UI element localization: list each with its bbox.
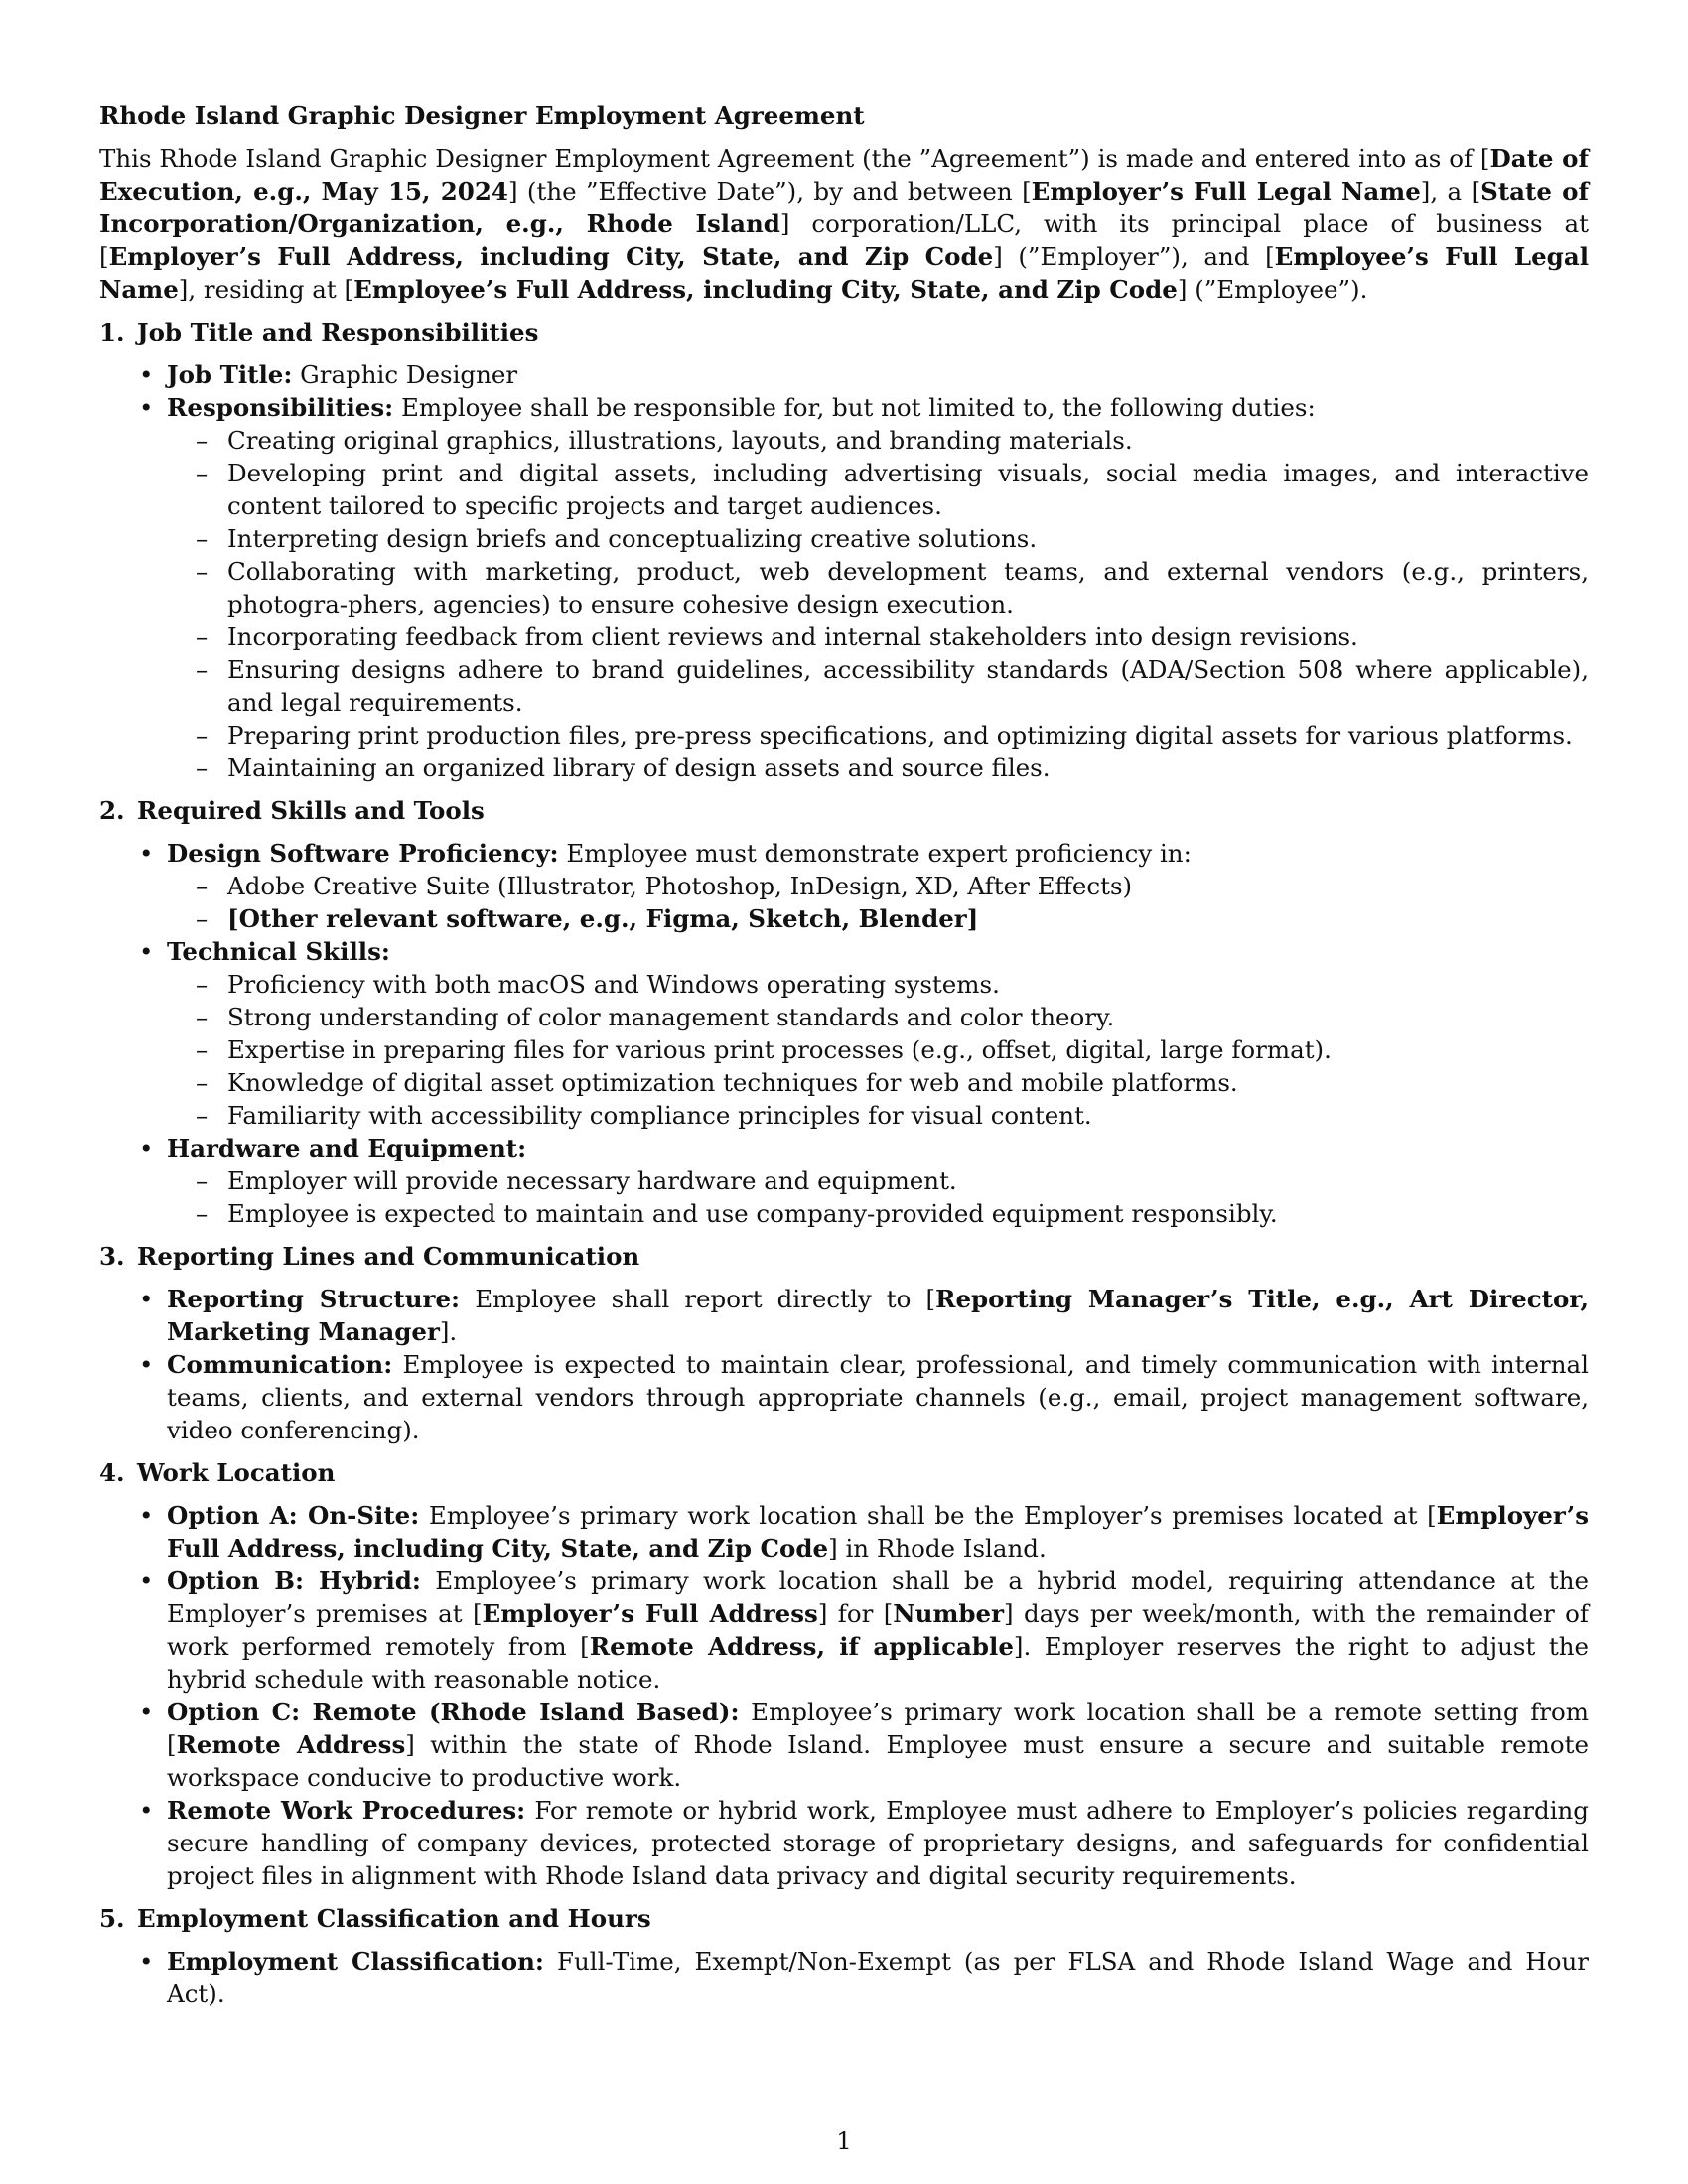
sub-list: [167, 870, 1589, 935]
bold-text: [Other relevant software, e.g., Figma, Sketch, Blender]: [227, 904, 979, 933]
dash-icon: –: [196, 655, 209, 684]
sections-container: [99, 316, 1589, 2010]
dash-icon: –: [196, 1003, 209, 1031]
bullet-icon: •: [139, 1134, 154, 1162]
bullet-list: [99, 358, 1589, 784]
text-run: Employee shall be responsible for, but not limited to, the following duties:: [393, 393, 1316, 422]
list-item: [139, 1499, 1590, 1565]
sub-list-item: [196, 719, 1589, 751]
item-label: Reporting Structure:: [167, 1285, 461, 1313]
document-page: [99, 99, 1589, 2010]
bullet-list: [99, 1283, 1589, 1446]
dash-icon: –: [196, 622, 209, 651]
text-run: Incorporating feedback from client reviews and internal stakeholders into design revisions.: [227, 622, 1358, 651]
bold-text: Remote Address, if applicable: [589, 1632, 1014, 1661]
text-run: ].: [439, 1317, 458, 1346]
bullet-icon: •: [139, 937, 154, 966]
dash-icon: –: [196, 1068, 209, 1097]
section-heading: [99, 794, 1589, 827]
dash-icon: –: [196, 459, 209, 487]
intro-paragraph: [99, 142, 1589, 306]
list-item: [139, 1132, 1589, 1230]
item-label: Remote Work Procedures:: [167, 1796, 526, 1825]
dash-icon: –: [196, 557, 209, 586]
text-run: ], residing at [: [178, 275, 354, 304]
sub-list-item: [196, 1197, 1589, 1230]
section-4: [99, 1456, 1589, 1892]
text-run: Creating original graphics, illustrations, layouts, and branding materials.: [227, 426, 1133, 455]
text-run: Employee shall report directly to [: [460, 1285, 936, 1313]
section-number: 1.: [99, 318, 125, 346]
text-run: For remote or hybrid work, Employee must adhere to Employer’s policies regarding secure handling of company devices, protected storage of proprietary designs, and safeguards for confidential project files in alignment with Rhode Island data privacy and digital security requirements.: [167, 1796, 1589, 1890]
dash-icon: –: [196, 524, 209, 553]
item-label: Job Title:: [167, 360, 293, 389]
bullet-icon: •: [139, 1567, 154, 1595]
list-item: [139, 1696, 1589, 1794]
text-run: Developing print and digital assets, including advertising visuals, social media images, and interactive content tailored to specific projects and target audiences.: [227, 459, 1589, 520]
section-title: Job Title and Responsibilities: [137, 318, 539, 346]
dash-icon: –: [196, 753, 209, 782]
sub-list-item: [196, 424, 1589, 457]
text-run: Knowledge of digital asset optimization techniques for web and mobile platforms.: [227, 1068, 1238, 1097]
sub-list-item: [196, 1164, 1589, 1197]
section-number: 5.: [99, 1904, 125, 1933]
item-label: Design Software Proficiency:: [167, 839, 559, 868]
text-run: Maintaining an organized library of design assets and source files.: [227, 753, 1051, 782]
bold-text: Employer’s Full Legal Name: [1031, 177, 1421, 205]
bullet-list: [99, 837, 1589, 1230]
item-label: Option C: Remote (Rhode Island Based):: [167, 1698, 740, 1726]
sub-list: [167, 424, 1589, 784]
text-run: ] days per week/month, with the remainder of work performed remotely from [: [167, 1599, 1589, 1661]
sub-list-item: [196, 968, 1589, 1001]
text-run: Graphic Designer: [292, 360, 518, 389]
bullet-icon: •: [139, 1698, 154, 1726]
text-run: Full-Time, Exempt/Non-Exempt (as per FLSA and Rhode Island Wage and Hour Act).: [167, 1947, 1589, 2008]
sub-list-item: [196, 902, 1589, 935]
text-run: Employee is expected to maintain clear, professional, and timely communication with internal teams, clients, and external vendors through appropriate channels (e.g., email, project management software, video conferencing).: [167, 1350, 1589, 1444]
list-item: [139, 837, 1589, 935]
text-run: Employee must demonstrate expert proficiency in:: [558, 839, 1192, 868]
text-run: Proficiency with both macOS and Windows operating systems.: [227, 970, 1000, 999]
sub-list-item: [196, 555, 1589, 620]
sub-list-item: [196, 1033, 1589, 1066]
list-item: [139, 935, 1589, 1132]
list-item: [139, 1348, 1589, 1446]
text-run: Employee’s primary work location shall be a hybrid model, requiring attendance at the Employer’s premises at [: [167, 1567, 1589, 1628]
item-label: Employment Classification:: [167, 1947, 544, 1976]
item-label: Option A: On-Site:: [167, 1501, 420, 1530]
section-title: Reporting Lines and Communication: [137, 1242, 640, 1271]
bullet-icon: •: [139, 393, 154, 422]
bold-text: Employer’s Full Address: [482, 1599, 818, 1628]
list-item: [139, 391, 1589, 784]
list-item: [139, 1565, 1589, 1696]
text-run: ] in Rhode Island.: [828, 1534, 1047, 1563]
item-label: Responsibilities:: [167, 393, 394, 422]
text-run: ] (”Employer”), and [: [993, 242, 1275, 271]
dash-icon: –: [196, 426, 209, 455]
list-item: [139, 358, 1589, 391]
item-label: Hardware and Equipment:: [167, 1134, 527, 1162]
sub-list: [167, 1164, 1589, 1230]
text-run: ] (the ”Effective Date”), by and between [: [507, 177, 1032, 205]
sub-list-item: [196, 522, 1589, 555]
text-run: Employee is expected to maintain and use company-provided equipment responsibly.: [227, 1199, 1278, 1228]
dash-icon: –: [196, 1199, 209, 1228]
sub-list-item: [196, 1001, 1589, 1033]
text-run: Employee’s primary work location shall be the Employer’s premises located at [: [419, 1501, 1437, 1530]
bullet-icon: •: [139, 1285, 154, 1313]
list-item: [139, 1794, 1589, 1892]
bold-text: Employee’s Full Address, including City, State, and Zip Code: [353, 275, 1178, 304]
bold-text: Number: [893, 1599, 1005, 1628]
bullet-icon: •: [139, 1350, 154, 1379]
bullet-icon: •: [139, 1796, 154, 1825]
bold-text: State of Incorporation/Organization, e.g., Rhode Island: [99, 177, 1589, 238]
section-3: [99, 1240, 1589, 1446]
dash-icon: –: [196, 904, 209, 933]
sub-list-item: [196, 870, 1589, 902]
page-number: 1: [836, 2126, 852, 2155]
text-run: Adobe Creative Suite (Illustrator, Photoshop, InDesign, XD, After Effects): [227, 872, 1133, 900]
text-run: Employee’s primary work location shall be a remote setting from [: [167, 1698, 1589, 1759]
sub-list: [167, 968, 1589, 1132]
section-number: 2.: [99, 796, 125, 825]
bullet-icon: •: [139, 839, 154, 868]
section-title: Required Skills and Tools: [137, 796, 485, 825]
section-heading: [99, 1456, 1589, 1489]
text-run: ]. Employer reserves the right to adjust the hybrid schedule with reasonable notice.: [167, 1632, 1589, 1694]
section-1: [99, 316, 1589, 784]
section-number: 3.: [99, 1242, 125, 1271]
text-run: Employer will provide necessary hardware and equipment.: [227, 1166, 957, 1195]
bullet-list: [99, 1945, 1589, 2010]
section-5: [99, 1902, 1589, 2010]
text-run: Strong understanding of color management standards and color theory.: [227, 1003, 1115, 1031]
list-item: [139, 1283, 1589, 1348]
item-label: Technical Skills:: [167, 937, 390, 966]
bold-text: Remote Address: [176, 1730, 406, 1759]
document-title: Rhode Island Graphic Designer Employment Agreement: [99, 101, 865, 130]
bullet-icon: •: [139, 1501, 154, 1530]
text-run: ] within the state of Rhode Island. Employee must ensure a secure and suitable remote workspace conducive to productive work.: [167, 1730, 1589, 1792]
sub-list-item: [196, 457, 1589, 522]
item-label: Option B: Hybrid:: [167, 1567, 421, 1595]
dash-icon: –: [196, 721, 209, 750]
bold-text: Employer’s Full Address, including City, State, and Zip Code: [108, 242, 994, 271]
section-2: [99, 794, 1589, 1230]
text-run: Preparing print production files, pre-press specifications, and optimizing digital assets for various platforms.: [227, 721, 1573, 750]
text-run: Collaborating with marketing, product, web development teams, and external vendors (e.g., printers, photogra-phers, agencies) to ensure cohesive design execution.: [227, 557, 1589, 618]
sub-list-item: [196, 1066, 1589, 1099]
bullet-icon: •: [139, 360, 154, 389]
dash-icon: –: [196, 970, 209, 999]
dash-icon: –: [196, 872, 209, 900]
bold-text: Reporting Manager’s Title, e.g., Art Director, Marketing Manager: [167, 1285, 1589, 1346]
text-run: Familiarity with accessibility compliance principles for visual content.: [227, 1101, 1092, 1130]
section-heading: [99, 1240, 1589, 1273]
bullet-list: [99, 1499, 1589, 1892]
text-run: ] (”Employee”).: [1177, 275, 1368, 304]
bullet-icon: •: [139, 1947, 154, 1976]
section-title: Employment Classification and Hours: [137, 1904, 651, 1933]
sub-list-item: [196, 653, 1589, 719]
bold-text: Employee’s Full Legal Name: [99, 242, 1589, 304]
text-run: ] for [: [817, 1599, 894, 1628]
text-run: This Rhode Island Graphic Designer Employment Agreement (the ”Agreement”) is made and entered into as of [: [99, 144, 1490, 173]
dash-icon: –: [196, 1035, 209, 1064]
section-title: Work Location: [137, 1458, 336, 1487]
dash-icon: –: [196, 1166, 209, 1195]
text-run: Ensuring designs adhere to brand guidelines, accessibility standards (ADA/Section 508 where applicable), and legal requirements.: [227, 655, 1589, 717]
sub-list-item: [196, 620, 1589, 653]
list-item: [139, 1945, 1589, 2010]
text-run: ] corporation/LLC, with its principal place of business at [: [99, 209, 1589, 271]
sub-list-item: [196, 751, 1589, 784]
sub-list-item: [196, 1099, 1589, 1132]
section-number: 4.: [99, 1458, 125, 1487]
bold-text: Date of Execution, e.g., May 15, 2024: [99, 144, 1590, 205]
text-run: Expertise in preparing files for various print processes (e.g., offset, digital, large format).: [227, 1035, 1332, 1064]
text-run: Interpreting design briefs and conceptualizing creative solutions.: [227, 524, 1038, 553]
text-run: ], a [: [1420, 177, 1481, 205]
section-heading: [99, 1902, 1589, 1935]
section-heading: [99, 316, 1589, 348]
item-label: Communication:: [167, 1350, 393, 1379]
bold-text: Employer’s Full Address, including City, State, and Zip Code: [167, 1501, 1590, 1563]
dash-icon: –: [196, 1101, 209, 1130]
